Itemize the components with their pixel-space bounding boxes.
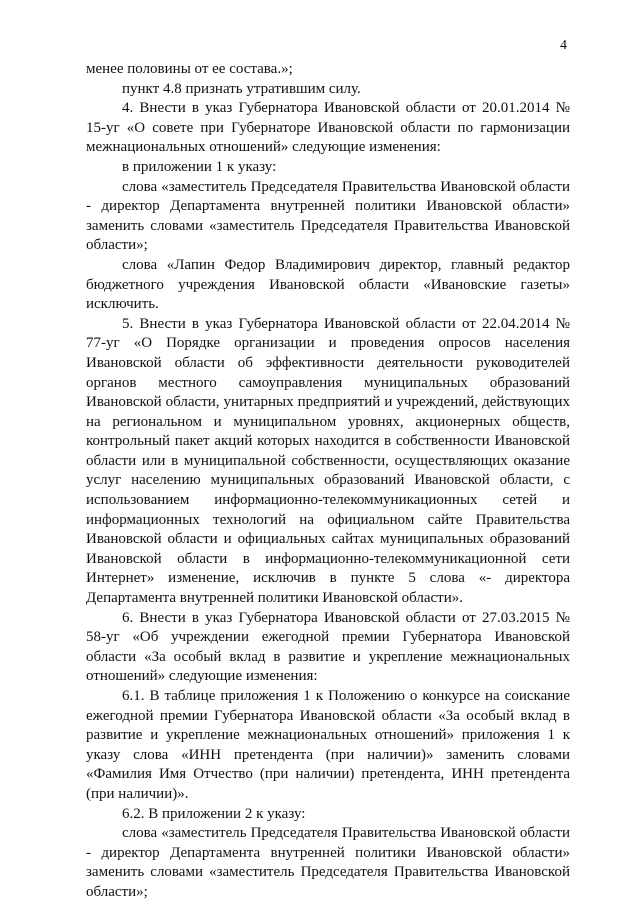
paragraph-section-4: 4. Внести в указ Губернатора Ивановской области от 20.01.2014 № 15-уг «О совете при Губернаторе Ивановской области по гармонизации межнациональных отношений» следующие изменения: [86, 100, 570, 156]
paragraph: слова «заместитель Председателя Правительства Ивановской области - директор Департамента внутренней политики Ивановской области» заменить словами «заместитель Председателя Правительства Ивановской области»; [86, 178, 570, 254]
paragraph-section-6-2: 6.2. В приложении 2 к указу: [122, 805, 306, 822]
paragraph-section-5: 5. Внести в указ Губернатора Ивановской области от 22.04.2014 № 77-уг «О Порядке организации и проведения опросов населения Ивановской области об эффективности деятельности руководителей органов местного самоуправления муниципальных образований Ивановской области, унитарных предприятий и учреждений, действующих на региональном и муниципальном уровнях, акционерных обществ, контрольный пакет акций которых находится в собственности Ивановской области или в муниципальной собственности, осуществляющих оказание услуг населению муниципальных образований Ивановской области, с использованием информационно-телекоммуникационных сетей и информационных технологий на официальном сайте Правительства Ивановской области и официальных сайтах муниципальных образований Ивановской области в информационно-телекоммуникационной сети Интернет» изменение, исключив в пункте 5 слова «- директора Департамента внутренней политики Ивановской области». [86, 315, 570, 607]
paragraph: менее половины от ее состава.»; [86, 61, 293, 77]
paragraph: слова «заместитель Председателя Правительства Ивановской области - директор Департамента внутренней политики Ивановской области» заменить словами «заместитель Председателя Правительства Ивановской области»; [86, 825, 570, 900]
document-body [86, 60, 570, 903]
paragraph: в приложении 1 к указу: [122, 158, 277, 175]
paragraph: слова «Лапин Федор Владимирович директор, главный редактор бюджетного учреждения Ивановской области «Ивановские газеты» исключить. [86, 256, 570, 313]
paragraph: пункт 4.8 признать утратившим силу. [122, 80, 361, 97]
paragraph-section-6: 6. Внести в указ Губернатора Ивановской области от 27.03.2015 № 58-уг «Об учреждении ежегодной премии Губернатора Ивановской области «За особый вклад в развитие и укрепление межнациональных отношений» следующие изменения: [86, 609, 570, 685]
paragraph-section-6-1: 6.1. В таблице приложения 1 к Положению о конкурсе на соискание ежегодной премии Губернатора Ивановской области «За особый вклад в развитие и укрепление межнациональных отношений» приложения 1 к указу слова «ИНН претендента (при наличии)» заменить словами «Фамилия Имя Отчество (при наличии) претендента, ИНН претендента (при наличии)». [86, 688, 570, 802]
page-number: 4 [560, 38, 567, 53]
